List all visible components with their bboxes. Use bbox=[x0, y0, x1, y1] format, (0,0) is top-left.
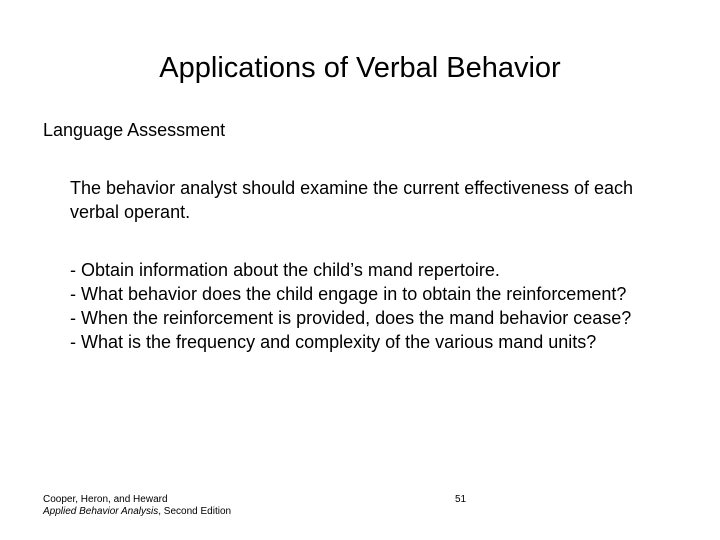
question-item: - What behavior does the child engage in to obtain the reinforcement? bbox=[70, 284, 627, 304]
section-heading: Language Assessment bbox=[43, 120, 226, 140]
citation-book bbox=[43, 506, 231, 518]
footer-citation bbox=[43, 494, 231, 518]
page-number: 51 bbox=[455, 494, 467, 505]
question-item: - When the reinforcement is provided, does the mand behavior cease? bbox=[70, 308, 632, 328]
citation-edition: , Second Edition bbox=[158, 506, 232, 517]
question-item: - What is the frequency and complexity of the various mand units? bbox=[70, 332, 597, 352]
intro-text: The behavior analyst should examine the current effectiveness of each verbal operant. bbox=[70, 178, 634, 222]
citation-book-title: Applied Behavior Analysis bbox=[43, 506, 159, 517]
question-item: - Obtain information about the child’s mand repertoire. bbox=[70, 260, 500, 280]
citation-authors: Cooper, Heron, and Heward bbox=[43, 494, 168, 505]
question-list bbox=[70, 258, 690, 354]
slide-title: Applications of Verbal Behavior bbox=[159, 52, 561, 84]
